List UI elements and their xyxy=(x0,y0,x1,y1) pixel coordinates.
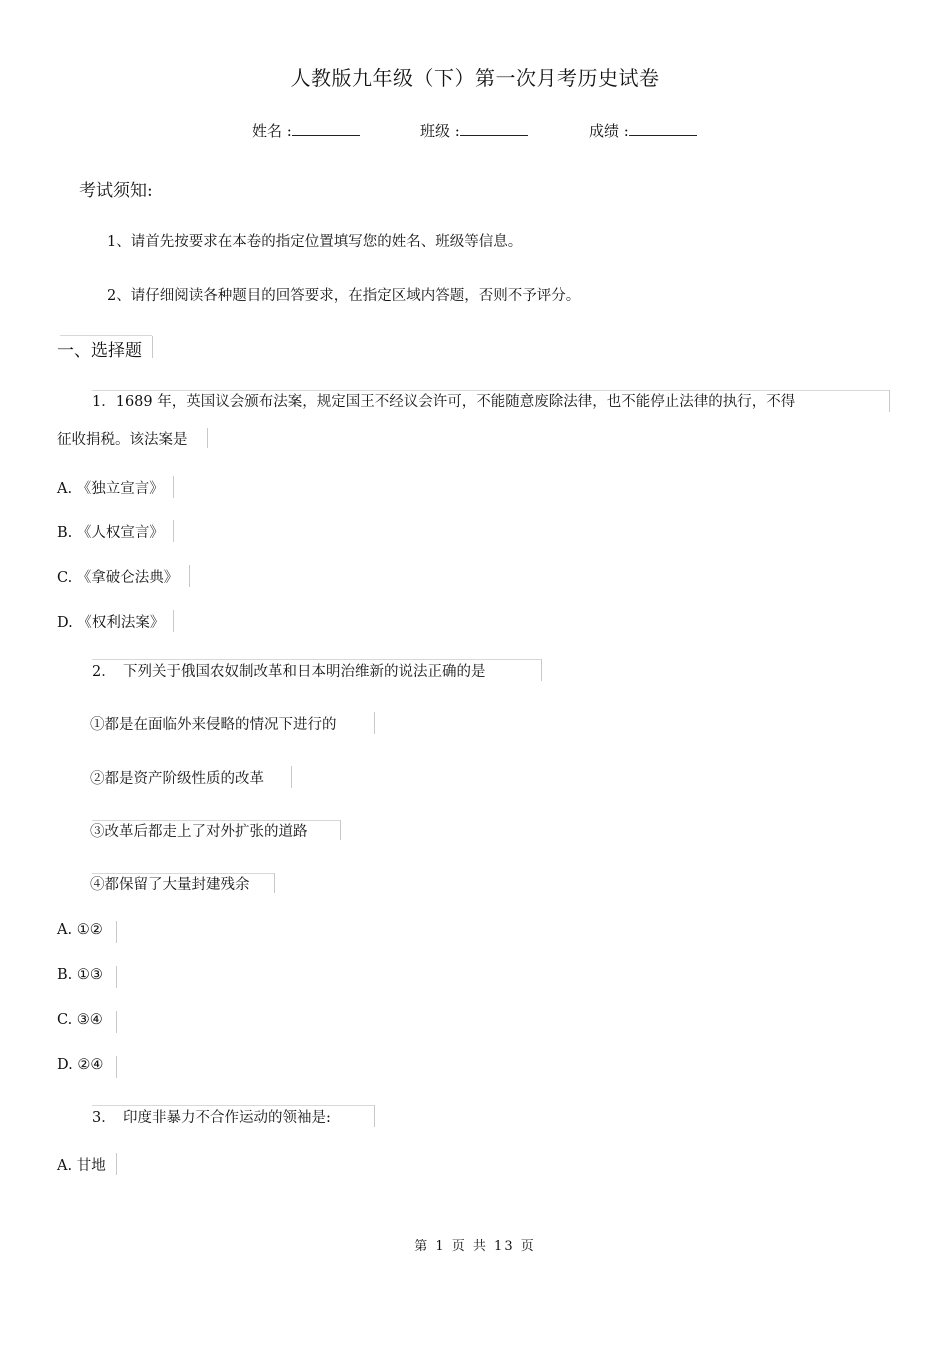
option-text: ③④ xyxy=(76,1012,103,1028)
option-c[interactable] xyxy=(57,566,178,587)
statement-4: ④都保留了大量封建残余 xyxy=(90,877,250,893)
box-edge xyxy=(541,659,542,681)
name-field xyxy=(252,120,360,141)
option-letter: B. xyxy=(57,525,73,541)
notice-heading: 考试须知: xyxy=(79,181,153,201)
statement-3: ③改革后都走上了对外扩张的道路 xyxy=(90,824,308,840)
option-text: 甘地 xyxy=(76,1158,106,1174)
option-text: ①③ xyxy=(76,967,103,983)
option-a[interactable] xyxy=(57,477,164,498)
question-1-stem: 1．1689 年，英国议会颁布法案，规定国王不经议会许可，不能随意废除法律，也不能停止法律的执行，不得 xyxy=(92,394,796,410)
box-edge xyxy=(374,1105,375,1127)
statement-1: ①都是在面临外来侵略的情况下进行的 xyxy=(90,717,337,733)
option-a[interactable] xyxy=(57,1154,106,1175)
option-text: 《权利法案》 xyxy=(77,615,165,631)
notice-item: 1、请首先按要求在本卷的指定位置填写您的姓名、班级等信息。 xyxy=(107,234,523,250)
option-b[interactable] xyxy=(57,521,164,542)
box-edge xyxy=(207,428,208,448)
box-edge xyxy=(173,476,174,498)
section-title: 一、选择题 xyxy=(57,341,142,361)
option-letter: C. xyxy=(57,1012,73,1028)
box-edge xyxy=(173,610,174,632)
notice-item: 2、请仔细阅读各种题目的回答要求，在指定区域内答题，否则不予评分。 xyxy=(107,288,581,304)
box-edge xyxy=(889,390,890,412)
page-footer: 第 1 页 共 13 页 xyxy=(414,1239,536,1254)
option-letter: A. xyxy=(57,1158,73,1174)
box-edge xyxy=(116,1056,117,1078)
option-letter: A. xyxy=(57,922,73,938)
option-text: 《独立宣言》 xyxy=(76,481,164,497)
option-text: ①② xyxy=(76,922,103,938)
box-edge xyxy=(374,712,375,734)
class-blank[interactable] xyxy=(460,121,528,136)
class-label: 班级 : xyxy=(420,122,460,140)
name-blank[interactable] xyxy=(292,121,360,136)
option-letter: D. xyxy=(57,615,73,631)
score-blank[interactable] xyxy=(629,121,697,136)
statement-2: ②都是资产阶级性质的改革 xyxy=(90,771,264,787)
score-label: 成绩 : xyxy=(589,122,629,140)
option-text: 《人权宣言》 xyxy=(76,525,164,541)
box-edge xyxy=(340,820,341,840)
option-c[interactable] xyxy=(57,1012,103,1028)
box-edge xyxy=(189,565,190,587)
box-edge xyxy=(152,336,153,358)
box-edge xyxy=(291,766,292,788)
name-label: 姓名 : xyxy=(252,122,292,140)
option-d[interactable] xyxy=(57,1057,103,1073)
option-letter: A. xyxy=(57,481,73,497)
option-text: ②④ xyxy=(77,1057,104,1073)
page-title: 人教版九年级（下）第一次月考历史试卷 xyxy=(290,66,660,90)
box-edge xyxy=(116,1011,117,1033)
option-letter: D. xyxy=(57,1057,73,1073)
option-d[interactable] xyxy=(57,611,164,632)
option-letter: C. xyxy=(57,570,73,586)
class-field xyxy=(420,120,528,141)
option-text: 《拿破仑法典》 xyxy=(76,570,179,586)
box-edge xyxy=(173,520,174,542)
box-edge xyxy=(116,1153,117,1175)
option-letter: B. xyxy=(57,967,73,983)
question-3-stem: 3． 印度非暴力不合作运动的领袖是: xyxy=(92,1110,331,1126)
box-edge xyxy=(116,966,117,988)
question-1-stem-cont: 征收捐税。该法案是 xyxy=(57,432,188,448)
question-2-stem: 2． 下列关于俄国农奴制改革和日本明治维新的说法正确的是 xyxy=(92,664,486,680)
score-field xyxy=(589,120,697,141)
box-edge xyxy=(116,921,117,943)
option-b[interactable] xyxy=(57,967,103,983)
box-edge xyxy=(274,873,275,893)
option-a[interactable] xyxy=(57,922,103,938)
